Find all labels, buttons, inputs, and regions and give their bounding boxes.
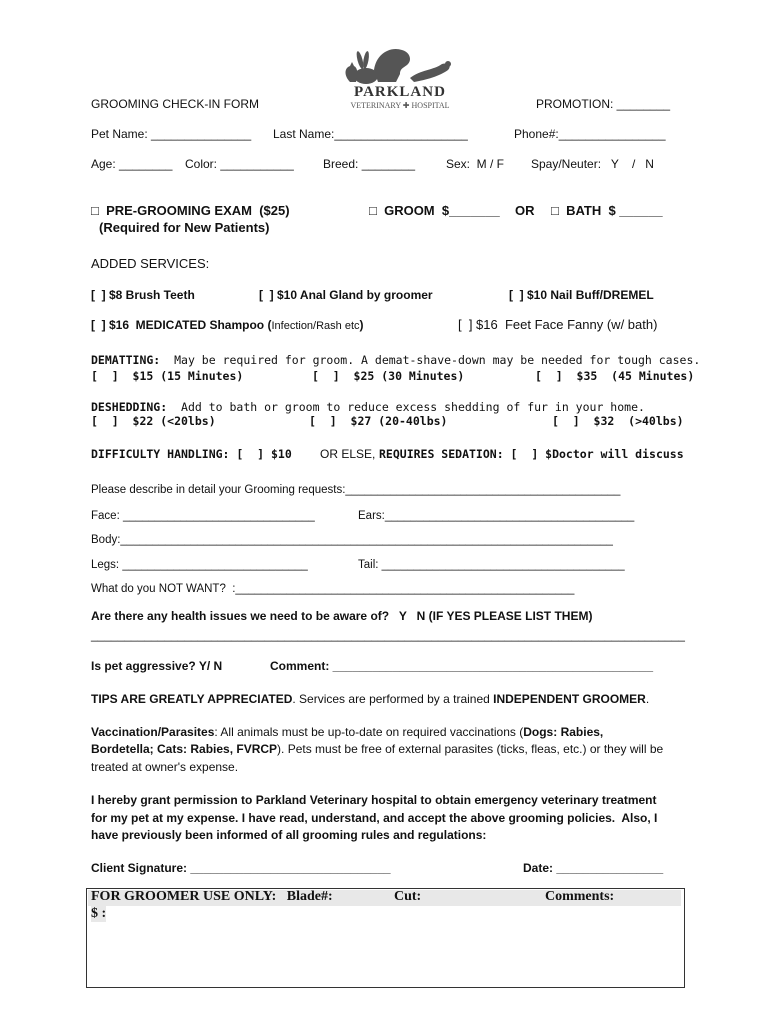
consent-line-1: I hereby grant permission to Parkland Veterinary hospital to obtain emergency veterinary treatment: [91, 793, 657, 807]
face-field[interactable]: Face: ______________________________: [91, 510, 315, 522]
tips-end: .: [645, 692, 650, 706]
tail-field[interactable]: Tail: ______________________________________: [358, 559, 625, 571]
pet-name-field[interactable]: Pet Name: _______________: [91, 127, 252, 141]
dematting-label: DEMATTING:: [91, 353, 161, 367]
bath-checkbox[interactable]: □ BATH $ ______: [551, 203, 663, 218]
shampoo-label: [ ] $16 MEDICATED Shampoo (: [91, 318, 272, 332]
deshedding-27-checkbox[interactable]: [ ] $27 (20-40lbs): [309, 414, 448, 428]
logo-tagline: VETERINARY ✚ HOSPITAL: [350, 101, 450, 110]
medicated-shampoo-checkbox[interactable]: [91, 318, 364, 332]
tips-note: [91, 692, 649, 706]
anal-gland-checkbox[interactable]: [ ] $10 Anal Gland by groomer: [259, 288, 433, 302]
difficulty-handling-checkbox[interactable]: DIFFICULTY HANDLING: [ ] $10: [91, 447, 292, 461]
nail-buff-checkbox[interactable]: [ ] $10 Nail Buff/DREMEL: [509, 288, 654, 302]
dematting-25-checkbox[interactable]: [ ] $25 (30 Minutes): [312, 369, 465, 383]
health-issues-line[interactable]: _________________________________________________________________________________________: [91, 628, 685, 642]
dematting-note: May be required for groom. A demat-shave-down may be needed for tough cases.: [174, 353, 701, 367]
ears-field[interactable]: Ears:_______________________________________: [358, 510, 635, 522]
pre-grooming-exam-checkbox[interactable]: □ PRE-GROOMING EXAM ($25): [91, 203, 290, 218]
sedation-checkbox[interactable]: REQUIRES SEDATION: [ ] $Doctor will discuss: [379, 447, 684, 461]
dematting-row: [91, 353, 700, 367]
shampoo-suffix: ): [359, 318, 364, 332]
sex-field[interactable]: Sex: M / F: [446, 157, 505, 171]
comment-field[interactable]: Comment: ________________________________________________: [270, 659, 654, 673]
parkland-logo: [330, 40, 470, 112]
consent-line-3: have previously been informed of all grooming rules and regulations:: [91, 828, 487, 842]
vaccination-text: : All animals must be up-to-date on required vaccinations (: [214, 725, 524, 739]
deshedding-label: DESHEDDING:: [91, 400, 168, 414]
added-services-heading: ADDED SERVICES:: [91, 256, 210, 271]
vaccination-line-3: treated at owner's expense.: [91, 760, 239, 774]
shampoo-note: Infection/Rash etc: [271, 320, 360, 332]
body-field[interactable]: Body:_____________________________________________________________________________: [91, 534, 613, 546]
breed-field[interactable]: Breed: ________: [323, 157, 416, 171]
phone-field[interactable]: Phone#:________________: [514, 127, 666, 141]
animals-silhouette-icon: [346, 49, 452, 84]
last-name-field[interactable]: Last Name:____________________: [273, 127, 468, 141]
aggressive-question[interactable]: Is pet aggressive? Y/ N: [91, 659, 223, 673]
not-want-field[interactable]: What do you NOT WANT? :_____________________________________________________: [91, 583, 575, 595]
tips-text: . Services are performed by a trained: [292, 692, 494, 706]
vaccination-label: Vaccination/Parasites: [91, 725, 215, 739]
spay-neuter-field[interactable]: Spay/Neuter: Y / N: [531, 157, 654, 171]
logo-name: PARKLAND: [354, 84, 446, 100]
price-label: $ :: [91, 906, 107, 921]
groomer-use-label: FOR GROOMER USE ONLY: Blade#:: [91, 889, 333, 904]
parasites-text: ). Pets must be free of external parasites (ticks, fleas, etc.) or they will be: [277, 742, 664, 756]
promotion-field[interactable]: PROMOTION: ________: [536, 97, 671, 111]
describe-requests-field[interactable]: Please describe in detail your Grooming requests:___________________________________________: [91, 484, 621, 496]
or-else-label: OR ELSE,: [320, 447, 376, 461]
health-issues-question: Are there any health issues we need to be aware of? Y N (IF YES PLEASE LIST THEM): [91, 609, 593, 623]
vaccination-line-2: [91, 742, 663, 756]
cut-label: Cut:: [394, 889, 422, 904]
date-field[interactable]: Date: ________________: [523, 861, 664, 875]
deshedding-22-checkbox[interactable]: [ ] $22 (<20lbs): [91, 414, 216, 428]
deshedding-row: [91, 400, 645, 414]
legs-field[interactable]: Legs: _____________________________: [91, 559, 308, 571]
independent-groomer: INDEPENDENT GROOMER: [493, 692, 646, 706]
vaccination-cats: Bordetella; Cats: Rabies, FVRCP: [91, 742, 278, 756]
dematting-15-checkbox[interactable]: [ ] $15 (15 Minutes): [91, 369, 244, 383]
deshedding-note: Add to bath or groom to reduce excess shedding of fur in your home.: [181, 400, 645, 414]
groom-checkbox[interactable]: □ GROOM $_______: [369, 203, 500, 218]
pre-exam-note: (Required for New Patients): [99, 220, 270, 235]
client-signature-field[interactable]: Client Signature: ______________________________: [91, 861, 391, 875]
consent-line-2: for my pet at my expense. I have read, understand, and accept the above grooming policies. Also, I: [91, 811, 658, 825]
or-label: OR: [515, 203, 535, 218]
form-title: GROOMING CHECK-IN FORM: [91, 97, 259, 111]
deshedding-32-checkbox[interactable]: [ ] $32 (>40lbs): [552, 414, 684, 428]
color-field[interactable]: Color: ___________: [185, 157, 294, 171]
tips-label: TIPS ARE GREATLY APPRECIATED: [91, 692, 293, 706]
vaccination-line-1: [91, 725, 603, 739]
age-field[interactable]: Age: ________: [91, 157, 173, 171]
comments-label: Comments:: [545, 889, 615, 904]
feet-face-fanny-checkbox[interactable]: [ ] $16 Feet Face Fanny (w/ bath): [458, 317, 658, 332]
brush-teeth-checkbox[interactable]: [ ] $8 Brush Teeth: [91, 288, 195, 302]
dematting-35-checkbox[interactable]: [ ] $35 (45 Minutes): [535, 369, 695, 383]
vaccination-dogs: Dogs: Rabies,: [523, 725, 604, 739]
